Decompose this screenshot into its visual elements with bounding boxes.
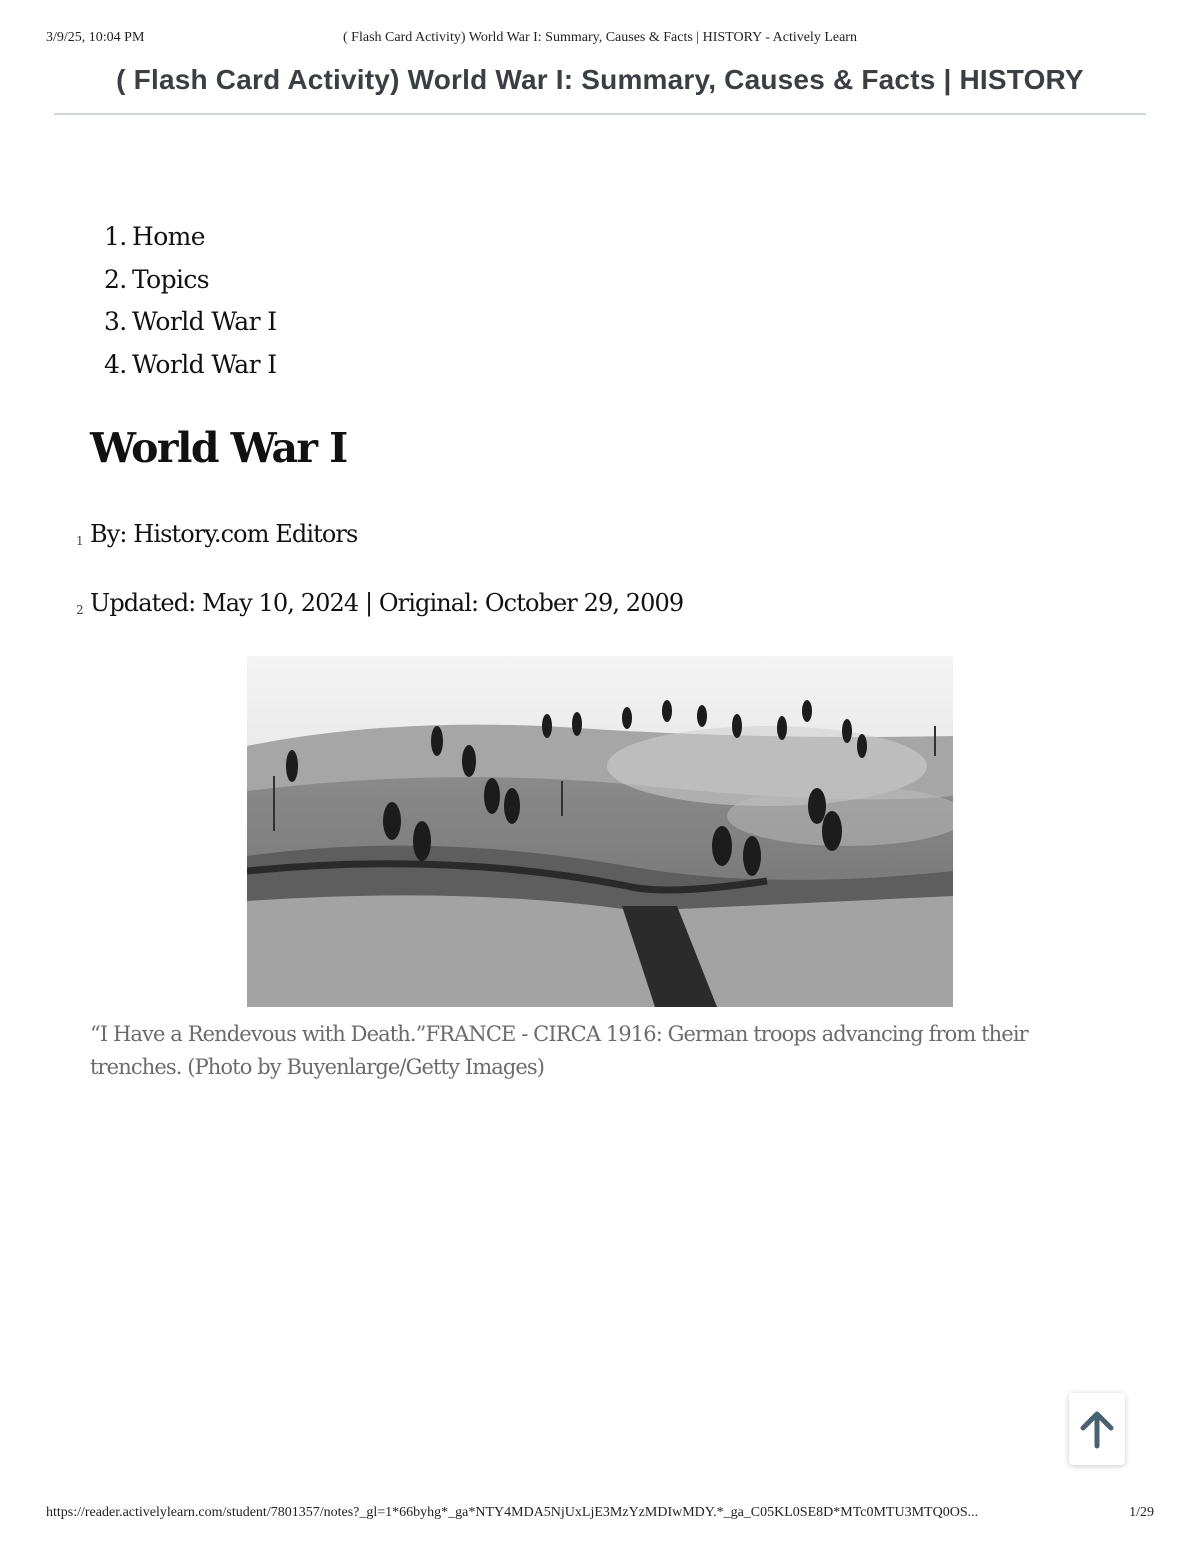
print-document-title: ( Flash Card Activity) World War I: Summary, Causes & Facts | HISTORY - Actively Learn (343, 30, 857, 45)
arrow-up-icon (1076, 1408, 1118, 1450)
breadcrumb-number: 3. (104, 307, 127, 336)
breadcrumb-label[interactable]: Topics (132, 264, 210, 294)
breadcrumb-item-world-war-i-current[interactable] (104, 346, 277, 389)
breadcrumb-item-world-war-i[interactable] (104, 303, 277, 346)
print-url: https://reader.activelylearn.com/student/7801357/notes?_gl=1*66byhg*_ga*NTY4MDA5NjUxLjE3MzYzMDIwMDY.*_ga_C05KL0SE8D*MTc0MTU3MTQ0OS... (46, 1505, 979, 1520)
trench-photo-illustration (247, 656, 953, 1007)
date-text[interactable]: Updated: May 10, 2024 | Original: October 29, 2009 (90, 589, 684, 617)
breadcrumb-number: 1. (104, 222, 127, 251)
print-page-number: 1/29 (1129, 1505, 1154, 1520)
print-footer (46, 1505, 1154, 1525)
page-title: ( Flash Card Activity) World War I: Summary, Causes & Facts | HISTORY (116, 64, 1084, 95)
back-to-top-button[interactable] (1069, 1393, 1125, 1465)
breadcrumb-item-topics[interactable] (104, 261, 277, 304)
breadcrumb-number: 4. (104, 349, 127, 379)
byline-text[interactable]: By: History.com Editors (90, 520, 358, 548)
breadcrumb-label[interactable]: World War I (132, 307, 277, 336)
image-caption: “I Have a Rendevous with Death.”FRANCE - CIRCA 1916: German troops advancing from their trenches. (Photo by Buyenlarge/Getty Images) (90, 1022, 1028, 1079)
breadcrumb-number: 2. (104, 264, 127, 294)
breadcrumb-item-home[interactable] (104, 218, 277, 261)
article-photo (247, 656, 953, 1007)
article-title: World War I (90, 424, 347, 472)
breadcrumb-label[interactable]: World War I (132, 349, 277, 379)
heading-divider (54, 113, 1146, 115)
breadcrumb-label[interactable]: Home (132, 222, 205, 251)
breadcrumb (104, 218, 277, 388)
print-header (46, 30, 1154, 50)
print-datetime: 3/9/25, 10:04 PM (46, 30, 145, 45)
